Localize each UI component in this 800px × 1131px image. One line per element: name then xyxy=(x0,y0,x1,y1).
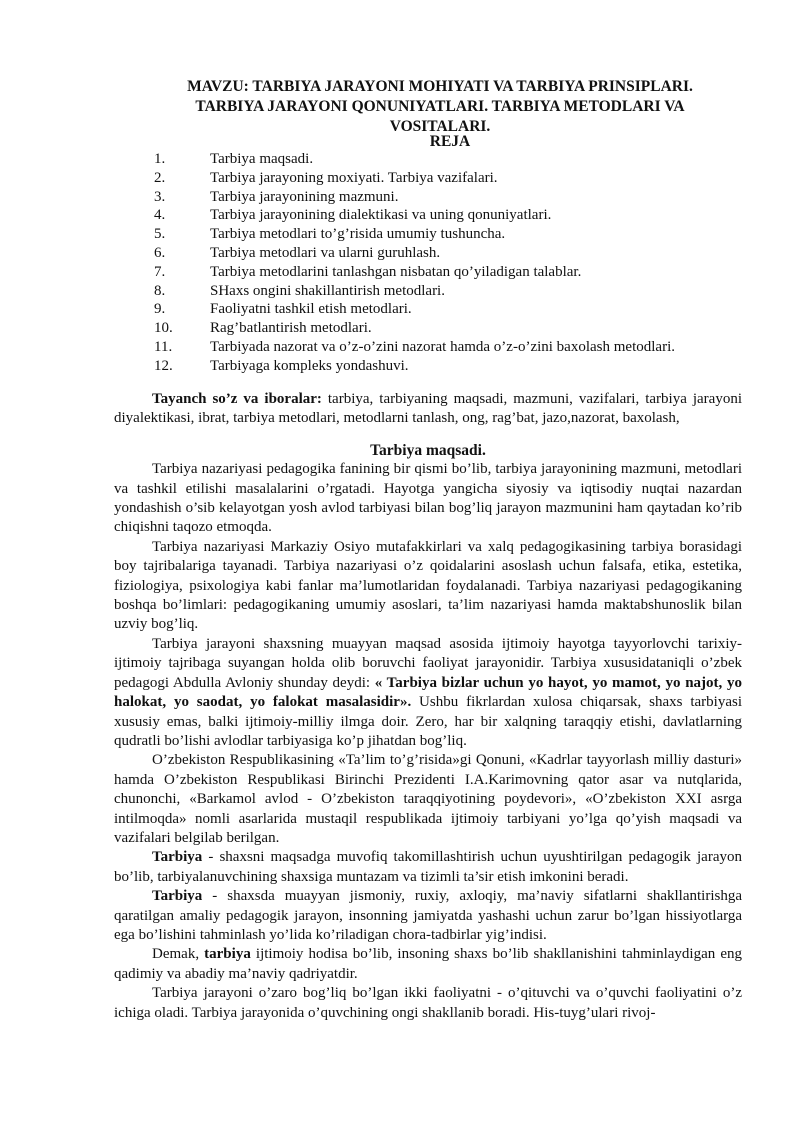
keywords-paragraph xyxy=(114,390,742,429)
plan-item-number: 10. xyxy=(154,320,173,337)
definition-text: - shaxsni maqsadga muvofiq takomillashtirish uchun uyushtirilgan pedagogik jarayon bo’lib, tarbiyalanuvchining shaxsiga muntazam va tizimli ta’sir etish imkonini beradi. xyxy=(114,849,742,885)
plan-item-text: Tarbiya maqsadi. xyxy=(210,151,314,167)
plan-item-number: 9. xyxy=(154,301,166,318)
plan-item-text: Tarbiya metodlari va ularni guruhlash. xyxy=(210,244,441,261)
plan-item-text: Tarbiya jarayonining dialektikasi va uning qonuniyatlari. xyxy=(210,207,552,224)
title-line-1: MAVZU: TARBIYA JARAYONI MOHIYATI VA TARBIYA PRINSIPLARI. xyxy=(187,78,693,95)
paragraph-3-conclusion: Ushbu fikrlardan xulosa chiqarsak, shaxs tarbiyasi xususiy emas, balki ijtimoiy-milliy ilmga doir. Zero, har bir xalqning taraqqiy etishi, davlatlarning qudratli bo’lishi avlodlar tarbiyasiga ko’p jihatdan bog’liq. xyxy=(114,694,742,749)
avloniy-quote: « Tarbiya bizlar uchun yo hayot, yo mamot, yo najot, yo halokat, yo saodat, yo falokat masalasidir». xyxy=(114,674,742,711)
definition-paragraph-1 xyxy=(114,848,742,887)
plan-item xyxy=(154,206,754,225)
plan-item-number: 1. xyxy=(154,151,166,167)
plan-item-text: SHaxs ongini shakillantirish metodlari. xyxy=(210,282,445,299)
paragraph-1: Tarbiya nazariyasi pedagogika fanining bir qismi bo’lib, tarbiya jarayonining mazmuni, metodlari va tashkil etilishi masalalarini o’rgatadi. Hayotga yangicha siyosiy va iqtisodiy nuqtai nazardan yondashish o’sib kelayotgan yosh avlod tarbiyasi bilan bog’liq jarayon mazmunini ham qaytadan ko’rib chiqishni taqozo etmoqda. xyxy=(114,461,742,536)
paragraph-3 xyxy=(114,635,742,751)
keywords-text: tarbiya, tarbiyaning maqsadi, mazmuni, vazifalari, tarbiya jarayoni diyalektikasi, ibrat, tarbiya metodlari, metodlarni tanlash, ong, rag’bat, jazo,nazorat, baxolash, xyxy=(114,391,742,427)
plan-item-text: Rag’batlantirish metodlari. xyxy=(210,320,372,337)
document-body xyxy=(114,390,742,1023)
emphasized-term: tarbiya xyxy=(204,946,251,963)
plan-item xyxy=(154,225,754,244)
definition-term: Tarbiya xyxy=(152,849,203,866)
plan-item-text: Faoliyatni tashkil etish metodlari. xyxy=(210,301,412,318)
plan-list xyxy=(154,150,754,376)
plan-item-number: 3. xyxy=(154,188,166,205)
plan-item-text: Tarbiya jarayonining mazmuni. xyxy=(210,188,399,205)
plan-item-number: 6. xyxy=(154,244,166,261)
plan-item xyxy=(154,244,754,263)
plan-item-text: Tarbiya jarayoning moxiyati. Tarbiya vazifalari. xyxy=(210,169,498,186)
plan-item xyxy=(154,319,754,338)
plan-item-number: 8. xyxy=(154,282,166,299)
plan-item-number: 12. xyxy=(154,357,173,374)
keywords-label: Tayanch so’z va iboralar: xyxy=(152,391,322,407)
plan-item-number: 4. xyxy=(154,207,166,224)
plan-item-text: Tarbiyada nazorat va o’z-o’zini nazorat hamda o’z-o’zini baxolash metodlari. xyxy=(210,338,675,355)
plan-item-number: 2. xyxy=(154,169,166,186)
section-heading: Tarbiya maqsadi. xyxy=(370,441,486,459)
plan-item-text: Tarbiya metodlarini tanlashgan nisbatan qo’yiladigan talablar. xyxy=(210,263,582,280)
plan-item xyxy=(154,188,754,207)
document-title xyxy=(120,77,760,137)
plan-item-number: 7. xyxy=(154,263,166,280)
plan-item xyxy=(154,263,754,282)
paragraph-7-start: Demak, xyxy=(152,946,205,963)
plan-heading: REJA xyxy=(429,133,471,150)
title-line-2: TARBIYA JARAYONI QONUNIYATLARI. TARBIYA METODLARI VA xyxy=(195,98,685,115)
plan-item xyxy=(154,300,754,319)
definition-text: - shaxsda muayyan jismoniy, ruxiy, axloqiy, ma’naviy sifatlarni shakllantirishga qaratilgan amaliy pedagogik jarayon, insonning jamiyatda yashashi uchun zarur bo’lgan hissiyotlarga ega bo’lishini tahminlash yo’lida ko’riladigan chora-tadbirlar yig’indisi. xyxy=(114,888,742,943)
plan-item xyxy=(154,282,754,301)
paragraph-7-end: ijtimoiy hodisa bo’lib, insoning shaxs bo’lib shakllanishini tahminlaydigan eng qadimiy va abadiy ma’naviy qadriyatdir. xyxy=(114,946,742,982)
paragraph-2: Tarbiya nazariyasi Markaziy Osiyo mutafakkirlari va xalq pedagogikasining tarbiya borasidagi boy tajribalariga tayanadi. Tarbiya nazariyasi o’z qoidalarini asoslash uchun falsafa, etika, estetika, fiziologiya, psixologiya kabi fanlar ma’lumotlaridan foydalanadi. Tarbiya nazariyasi pedagogikaning boshqa bo’limlari: pedagogikaning umumiy asoslari, ta’lim nazariyasi hamda maktabshunoslik bilan uzviy bog’liq. xyxy=(114,538,742,633)
paragraph-4: O’zbekiston Respublikasining «Ta’lim to’g’risida»gi Qonuni, «Kadrlar tayyorlash milliy dasturi» hamda O’zbekiston Respublikasi Birinchi Prezidenti I.A.Karimovning qator asar va nutqlarida, chunonchi, «Barkamol avlod - O’zbekiston taraqqiyotining poydevori», «O’zbekiston XXI asrga intilmoqda» nomli asarlarida mustaqil respublikada ijtimoiy tarbiyani yo’lga qo’yish maqsadi va vazifalari belgilab berilgan. xyxy=(114,752,742,846)
plan-item-number: 11. xyxy=(154,338,173,355)
paragraph-8: Tarbiya jarayoni o’zaro bog’liq bo’lgan ikki faoliyatni - o’qituvchi va o’quvchi faoliyatini o’z ichiga oladi. Tarbiya jarayonida o’quvchining ongi shakllanib boradi. His-tuyg’ulari rivoj- xyxy=(114,985,742,1021)
plan-item xyxy=(154,338,754,357)
definition-term: Tarbiya xyxy=(152,888,203,905)
plan-item xyxy=(154,357,754,376)
paragraph-7 xyxy=(114,945,742,984)
plan-item-text: Tarbiya metodlari to’g’risida umumiy tushuncha. xyxy=(210,226,506,243)
plan-item xyxy=(154,169,754,188)
plan-item xyxy=(154,150,754,169)
plan-item-text: Tarbiyaga kompleks yondashuvi. xyxy=(210,357,409,374)
definition-paragraph-2 xyxy=(114,887,742,945)
plan-item-number: 5. xyxy=(154,226,166,243)
title-line-3: VOSITALARI. xyxy=(389,118,491,135)
paragraph-3-intro: Tarbiya jarayoni shaxsning muayyan maqsad asosida ijtimoiy hayotga tayyorlovchi tarixiy-ijtimoiy tajribaga suyangan holda olib boruvchi faoliyat jarayonidir. Tarbiya xususidataniqli o’zbek pedagogi Abdulla Avloniy shunday deydi: xyxy=(114,635,742,691)
